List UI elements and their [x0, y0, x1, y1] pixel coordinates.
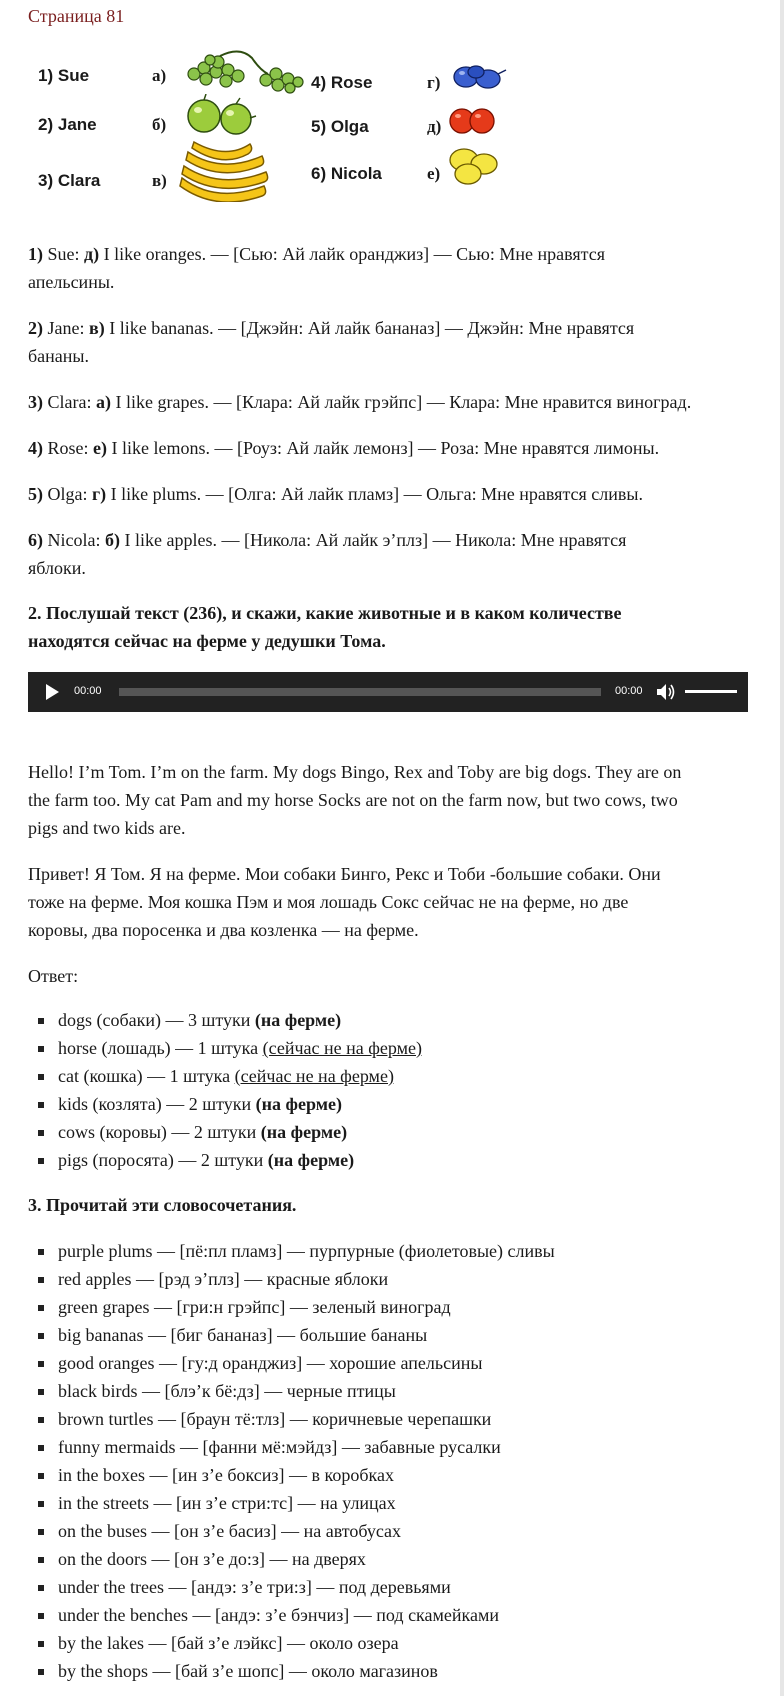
task3-heading: 3. Прочитай эти словосочетания.	[28, 1195, 297, 1215]
list-item: brown turtles — [браун тё:тлз] — коричневые черепашки	[58, 1405, 778, 1433]
list-item: under the trees — [андэ: з’е три:з] — под деревьями	[58, 1573, 778, 1601]
page-label: Страница 81	[28, 6, 125, 26]
figure-name-2: 2) Jane	[38, 115, 97, 134]
answer-1: 1) Sue: д) I like oranges. — [Сью: Ай лайк оранджиз] — Сью: Мне нравятся апельсины.	[28, 244, 605, 292]
list-item: black birds — [блэ’к бё:дз] — черные птицы	[58, 1377, 778, 1405]
russian-text: Привет! Я Том. Я на ферме. Мои собаки Бинго, Рекс и Тоби -большие собаки. Они тоже на ферме. Моя кошка Пэм и моя лошадь Сокс сейчас не на ферме, но две коровы, два поросенка и два козленка — на ферме.	[28, 864, 661, 940]
scrollbar-edge	[780, 0, 784, 1696]
list-item: purple plums — [пё:пл пламз] — пурпурные (фиолетовые) сливы	[58, 1237, 778, 1265]
answer-5: 5) Olga: г) I like plums. — [Олга: Ай лайк пламз] — Ольга: Мне нравятся сливы.	[28, 484, 643, 504]
figure-letter-b: б)	[152, 115, 167, 134]
list-item: by the lakes — [бай з’е лэйкс] — около озера	[58, 1629, 778, 1657]
list-item: funny mermaids — [фанни мё:мэйдз] — забавные русалки	[58, 1433, 778, 1461]
list-item: big bananas — [биг бананаз] — большие бананы	[58, 1321, 778, 1349]
apples-icon	[184, 94, 264, 138]
audio-player	[28, 672, 748, 712]
list-item: green grapes — [гри:н грэйпс] — зеленый виноград	[58, 1293, 778, 1321]
list-item: in the streets — [ин з’е стри:тс] — на улицах	[58, 1489, 778, 1517]
figure-name-3: 3) Clara	[38, 171, 101, 190]
play-button[interactable]	[46, 684, 59, 700]
fruit-matching-figure	[28, 44, 518, 220]
figure-name-5: 5) Olga	[311, 117, 369, 136]
list-item: dogs (собаки) — 3 штуки (на ферме)	[58, 1006, 778, 1034]
figure-letter-a: а)	[152, 66, 167, 85]
figure-name-1: 1) Sue	[38, 66, 90, 85]
figure-letter-v: в)	[152, 171, 167, 190]
bananas-icon	[176, 138, 276, 202]
answer-2: 2) Jane: в) I like bananas. — [Джэйн: Ай лайк бананаз] — Джэйн: Мне нравятся бананы.	[28, 318, 635, 366]
list-item: cat (кошка) — 1 штука (сейчас не на ферме)	[58, 1062, 778, 1090]
task2-heading: 2. Послушай текст (236), и скажи, какие животные и в каком количестве находятся сейчас на ферме у дедушки Тома.	[28, 603, 622, 651]
figure-letter-d: д)	[427, 117, 442, 136]
english-text: Hello! I’m Tom. I’m on the farm. My dogs Bingo, Rex and Toby are big dogs. They are on the farm too. My cat Pam and my horse Socks are not on the farm now, but two cows, two pigs and two kids are.	[28, 762, 682, 838]
oranges-icon	[448, 106, 498, 136]
current-time: 00:00	[74, 685, 102, 697]
answer-3: 3) Clara: а) I like grapes. — [Клара: Ай лайк грэйпс] — Клара: Мне нравится виноград.	[28, 392, 692, 412]
list-item: in the boxes — [ин з’е боксиз] — в коробках	[58, 1461, 778, 1489]
answer-4: 4) Rose: е) I like lemons. — [Роуз: Ай лайк лемонз] — Роза: Мне нравятся лимоны.	[28, 438, 660, 458]
list-item: under the benches — [андэ: з’е бэнчиз] — под скамейками	[58, 1601, 778, 1629]
answer-6: 6) Nicola: б) I like apples. — [Никола: Ай лайк э’плз] — Никола: Мне нравятся яблоки.	[28, 530, 627, 578]
grapes-icon	[180, 48, 308, 96]
volume-icon[interactable]	[656, 683, 676, 701]
list-item: cows (коровы) — 2 штуки (на ферме)	[58, 1118, 778, 1146]
phrases-list	[28, 1237, 778, 1685]
progress-bar[interactable]	[119, 688, 601, 696]
figure-letter-g: г)	[427, 73, 441, 92]
animals-list	[28, 1006, 778, 1174]
volume-slider[interactable]	[685, 690, 737, 693]
list-item: on the doors — [он з’е до:з] — на дверях	[58, 1545, 778, 1573]
list-item: by the shops — [бай з’е шопс] — около магазинов	[58, 1657, 778, 1685]
list-item: horse (лошадь) — 1 штука (сейчас не на ферме)	[58, 1034, 778, 1062]
figure-name-4: 4) Rose	[311, 73, 373, 92]
plums-icon	[452, 62, 508, 92]
figure-letter-e: е)	[427, 164, 441, 183]
answer-label: Ответ:	[28, 966, 79, 986]
list-item: kids (козлята) — 2 штуки (на ферме)	[58, 1090, 778, 1118]
figure-name-6: 6) Nicola	[311, 164, 382, 183]
list-item: pigs (поросята) — 2 штуки (на ферме)	[58, 1146, 778, 1174]
list-item: good oranges — [гу:д оранджиз] — хорошие апельсины	[58, 1349, 778, 1377]
duration-time: 00:00	[615, 685, 643, 697]
list-item: red apples — [рэд э’плз] — красные яблоки	[58, 1265, 778, 1293]
list-item: on the buses — [он з’е басиз] — на автобусах	[58, 1517, 778, 1545]
lemons-icon	[446, 144, 502, 188]
